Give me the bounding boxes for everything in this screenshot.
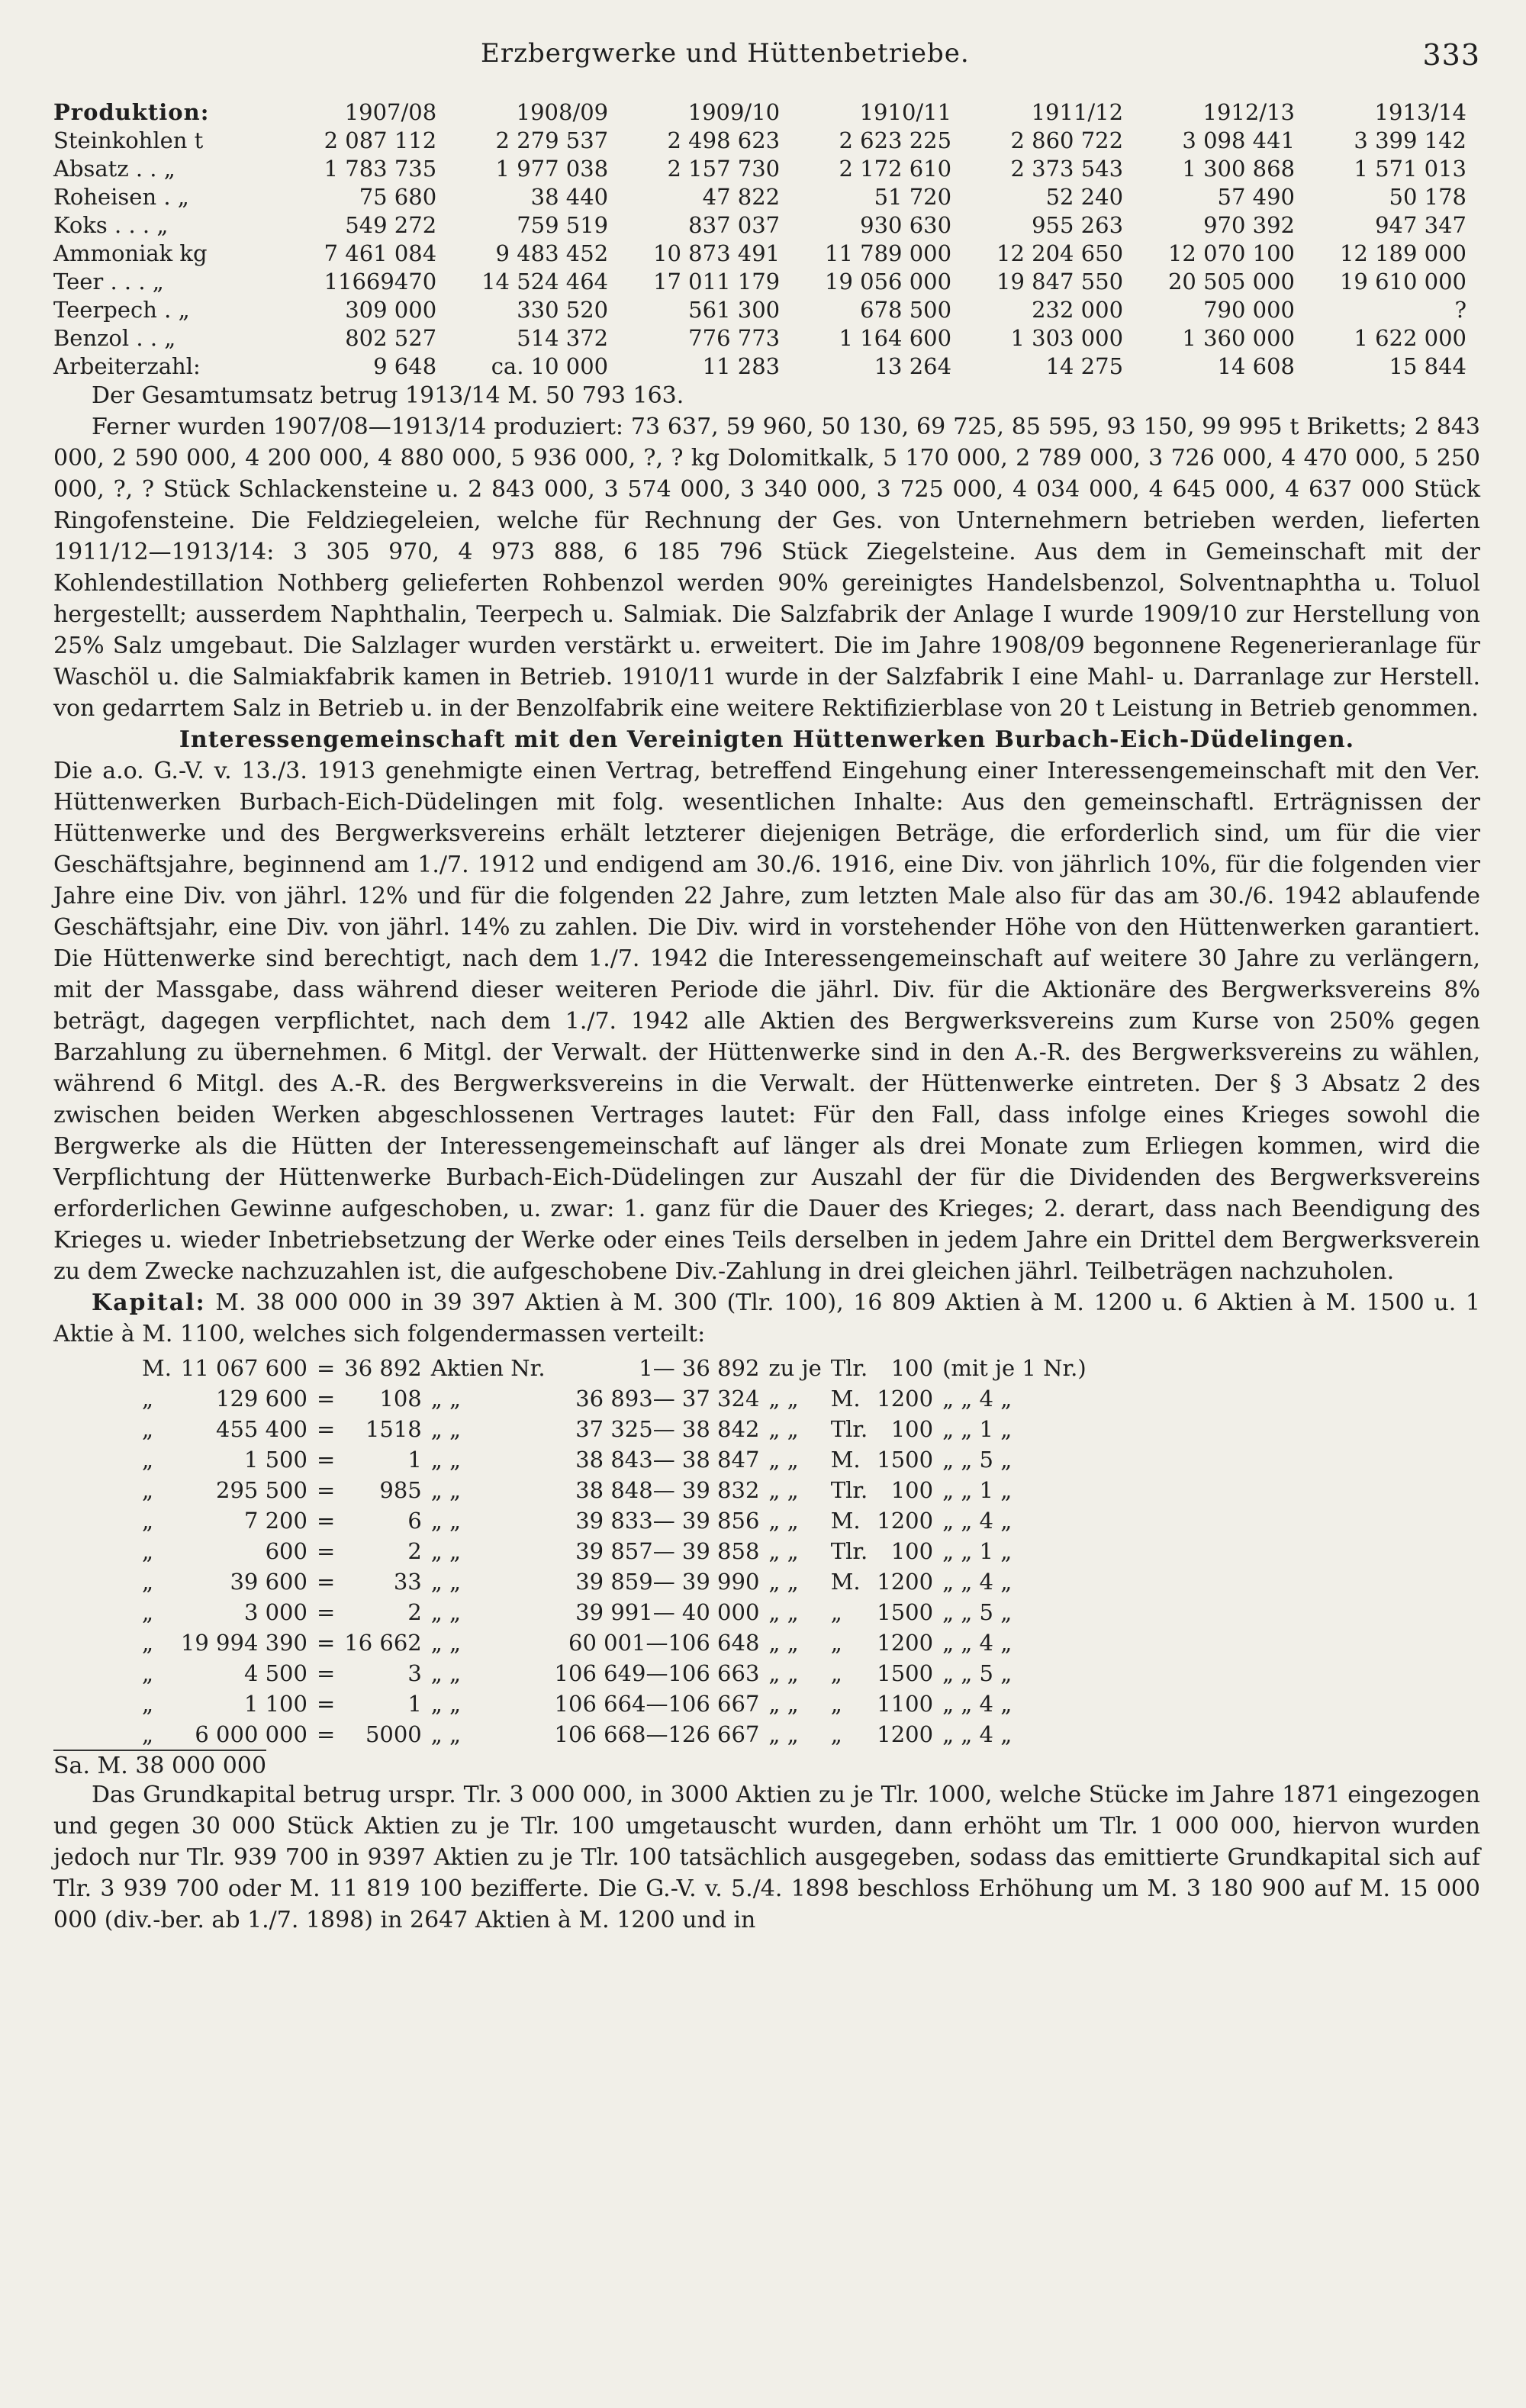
page-title: Erzbergwerke und Hüttenbetriebe. (481, 38, 970, 69)
shares-amount: 19 994 390 (180, 1630, 307, 1656)
production-value: 561 300 (688, 296, 781, 323)
shares-row (137, 1536, 1091, 1566)
shares-row (137, 1597, 1091, 1627)
shares-zu: „ „ (768, 1721, 799, 1747)
shares-cur: Tlr. (830, 1355, 868, 1381)
shares-note: „ „ 1 „ (942, 1538, 1013, 1564)
shares-row (137, 1444, 1091, 1475)
production-value: 802 527 (345, 324, 437, 351)
shares-row (137, 1353, 1091, 1383)
production-value: 19 847 550 (996, 268, 1124, 295)
shares-row (137, 1719, 1091, 1750)
production-row-label: Koks . . . „ (53, 211, 169, 238)
shares-nom: 1100 (877, 1691, 934, 1717)
shares-kind: „ „ (430, 1416, 462, 1442)
production-value: 2 498 623 (667, 127, 781, 153)
shares-eq: = (316, 1386, 336, 1412)
production-value: 15 844 (1389, 353, 1466, 379)
production-row-label: Benzol . . „ (53, 324, 176, 351)
shares-row (137, 1505, 1091, 1536)
shares-amount: 1 500 (243, 1447, 307, 1473)
year-cell: 1913/14 (1374, 98, 1466, 125)
shares-range: 106 649—106 663 (554, 1660, 760, 1686)
production-row (53, 126, 1473, 154)
production-value: 1 783 735 (324, 155, 437, 182)
production-row-label: Steinkohlen t (53, 127, 204, 153)
production-label: Produktion: (53, 98, 210, 125)
capital-label: Kapital: (92, 1289, 206, 1316)
production-value: 9 648 (373, 353, 437, 379)
production-row (53, 352, 1473, 380)
production-value: 52 240 (1045, 183, 1124, 210)
shares-zu: „ „ (768, 1691, 799, 1717)
shares-range: 39 859— 39 990 (575, 1569, 760, 1595)
shares-amount: 7 200 (243, 1508, 307, 1534)
shares-eq: = (316, 1477, 336, 1503)
production-row (53, 211, 1473, 239)
shares-kind: „ „ (430, 1691, 462, 1717)
shares-zu: „ „ (768, 1386, 799, 1412)
shares-c1: „ (142, 1630, 154, 1656)
production-value: 1 300 868 (1182, 155, 1296, 182)
shares-cur: Tlr. (830, 1538, 868, 1564)
shares-amount: 11 067 600 (180, 1355, 307, 1381)
shares-nom: 1200 (877, 1508, 934, 1534)
shares-eq: = (316, 1355, 336, 1381)
body-text-2 (53, 1779, 1480, 1936)
shares-row (137, 1658, 1091, 1688)
production-value: 7 461 084 (324, 240, 437, 266)
shares-eq: = (316, 1691, 336, 1717)
production-value: 14 608 (1217, 353, 1296, 379)
production-value: 309 000 (345, 296, 437, 323)
shares-kind: „ „ (430, 1508, 462, 1534)
shares-cur: M. (830, 1569, 861, 1595)
shares-range: 36 893— 37 324 (575, 1386, 760, 1412)
production-value: 50 178 (1389, 183, 1466, 210)
turnover-line: Der Gesamtumsatz betrug 1913/14 M. 50 793 163. (92, 382, 684, 409)
shares-kind: „ „ (430, 1721, 462, 1747)
production-value: 51 720 (874, 183, 952, 210)
shares-eq: = (316, 1721, 336, 1747)
shares-count: 33 (393, 1569, 422, 1595)
shares-sum-text: Sa. M. 38 000 000 (53, 1750, 266, 1779)
shares-row (137, 1627, 1091, 1658)
page-number: 333 (1422, 38, 1480, 72)
shares-note: „ „ 4 „ (942, 1691, 1013, 1717)
shares-eq: = (316, 1508, 336, 1534)
shares-zu: „ „ (768, 1508, 799, 1534)
shares-nom: 100 (890, 1538, 934, 1564)
production-value: 678 500 (860, 296, 952, 323)
shares-c1: „ (142, 1386, 154, 1412)
shares-c1: „ (142, 1569, 154, 1595)
production-row-label: Roheisen . „ (53, 183, 189, 210)
production-value: 930 630 (860, 211, 952, 238)
shares-kind: „ „ (430, 1447, 462, 1473)
production-value: 20 505 000 (1167, 268, 1296, 295)
shares-c1: „ (142, 1691, 154, 1717)
shares-nom: 100 (890, 1477, 934, 1503)
production-value: 12 189 000 (1339, 240, 1466, 266)
shares-amount: 6 000 000 (195, 1721, 307, 1747)
production-row (53, 324, 1473, 352)
production-value: 1 622 000 (1354, 324, 1466, 351)
production-row (53, 267, 1473, 295)
shares-c1: „ (142, 1416, 154, 1442)
paragraph-grundkapital: Das Grundkapital betrug urspr. Tlr. 3 000 000, in 3000 Aktien zu je Tlr. 1000, welche Stücke im Jahre 1871 eingezogen und gegen 30 000 Stück Aktien zu je Tlr. 100 umgetauscht wurden, dann erhöht um Tlr. 1 000 000, hiervon wurden jedoch nur Tlr. 939 700 in 9397 Aktien zu je Tlr. 100 tatsächlich ausgegeben, sodass das emittierte Grundkapital sich auf Tlr. 3 939 700 oder M. 11 819 100 bezifferte. Die G.-V. v. 5./4. 1898 beschloss Erhöhung um M. 3 180 900 auf M. 15 000 000 (div.-ber. ab 1./7. 1898) in 2647 Aktien à M. 1200 und in (53, 1782, 1480, 1933)
shares-cur: „ (830, 1660, 842, 1686)
shares-count: 6 (407, 1508, 422, 1534)
shares-zu: „ „ (768, 1660, 799, 1686)
production-value: 3 098 441 (1182, 127, 1296, 153)
production-value: 2 172 610 (839, 155, 952, 182)
body-text (53, 380, 1480, 1350)
production-value: 232 000 (1032, 296, 1124, 323)
shares-range: 39 857— 39 858 (575, 1538, 760, 1564)
shares-count: 1 (407, 1691, 422, 1717)
shares-eq: = (316, 1538, 336, 1564)
shares-count: 108 (379, 1386, 422, 1412)
production-value: 1 164 600 (839, 324, 952, 351)
production-value: 514 372 (517, 324, 609, 351)
shares-c1: „ (142, 1477, 154, 1503)
shares-count: 36 892 (344, 1355, 422, 1381)
paragraph-capital (53, 1287, 1480, 1350)
shares-cur: M. (830, 1508, 861, 1534)
production-table (53, 98, 1473, 380)
shares-count: 2 (407, 1538, 422, 1564)
shares-count: 16 662 (344, 1630, 422, 1656)
shares-amount: 3 000 (243, 1599, 307, 1625)
production-value: 38 440 (530, 183, 609, 210)
production-value: 9 483 452 (495, 240, 609, 266)
production-value: 2 860 722 (1010, 127, 1124, 153)
shares-count: 3 (407, 1660, 422, 1686)
shares-cur: „ (830, 1599, 842, 1625)
production-value: 2 087 112 (324, 127, 437, 153)
shares-sum (53, 1753, 1480, 1779)
shares-zu: „ „ (768, 1599, 799, 1625)
shares-count: 1 (407, 1447, 422, 1473)
shares-range: 1— 36 892 (639, 1355, 760, 1381)
production-value: 1 303 000 (1010, 324, 1124, 351)
shares-note: „ „ 5 „ (942, 1660, 1013, 1686)
year-cell: 1908/09 (516, 98, 609, 125)
shares-amount: 4 500 (243, 1660, 307, 1686)
production-value: 1 571 013 (1354, 155, 1466, 182)
shares-zu: „ „ (768, 1569, 799, 1595)
production-row-label: Ammoniak kg (53, 240, 208, 266)
paragraph-interessengemeinschaft: Die a.o. G.-V. v. 13./3. 1913 genehmigte einen Vertrag, betreffend Eingehung einer Interessengemeinschaft mit den Ver. Hüttenwerken Burbach-Eich-Düdelingen mit folg. wesentlichen Inhalte: Aus den gemeinschaftl. Erträgnissen der Hüttenwerke und des Bergwerksvereins erhält letzterer diejenigen Beträge, die erforderlich sind, um für die vier Geschäftsjahre, beginnend am 1./7. 1912 und endigend am 30./6. 1916, eine Div. von jährlich 10%, für die folgenden vier Jahre eine Div. von jährl. 12% und für die folgenden 22 Jahre, zum letzten Male also für das am 30./6. 1942 ablaufende Geschäftsjahr, eine Div. von jährl. 14% zu zahlen. Die Div. wird in vorstehender Höhe von den Hüttenwerken garantiert. Die Hüttenwerke sind berechtigt, nach dem 1./7. 1942 die Interessengemeinschaft auf weitere 30 Jahre zu verlängern, mit der Massgabe, dass während dieser weiteren Periode die jährl. Div. für die Aktionäre des Bergwerksvereins 8% beträgt, dagegen verpflichtet, nach dem 1./7. 1942 alle Aktien des Bergwerksvereins zum Kurse von 250% gegen Barzahlung zu übernehmen. 6 Mitgl. der Verwalt. der Hüttenwerke sind in den A.-R. des Bergwerksvereins zu wählen, während 6 Mitgl. des A.-R. des Bergwerksvereins in die Verwalt. der Hüttenwerke eintreten. Der § 3 Absatz 2 des zwischen beiden Werken abgeschlossenen Vertrages lautet: Für den Fall, dass infolge eines Krieges sowohl die Bergwerke als die Hütten der Interessengemeinschaft auf länger als drei Monate zum Erliegen kommen, wird die Verpflichtung der Hüttenwerke Burbach-Eich-Düdelingen zur Auszahl der für die Dividenden des Bergwerksvereins erforderlichen Gewinne aufgeschoben, u. zwar: 1. ganz für die Dauer des Krieges; 2. derart, dass nach Beendigung des Krieges u. wieder Inbetriebsetzung der Werke oder eines Teils derselben in jedem Jahre ein Drittel dem Bergwerksverein zu dem Zwecke nachzuzahlen ist, die aufgeschobene Div.-Zahlung in drei gleichen jährl. Teilbeträgen nachzuholen. (53, 758, 1480, 1285)
production-value: 12 070 100 (1167, 240, 1296, 266)
shares-cur: M. (830, 1386, 861, 1412)
production-value: 1 977 038 (495, 155, 609, 182)
shares-amount: 600 (265, 1538, 307, 1564)
shares-kind: „ „ (430, 1477, 462, 1503)
production-value: 2 279 537 (495, 127, 609, 153)
shares-nom: 100 (890, 1416, 934, 1442)
shares-range: 106 668—126 667 (554, 1721, 760, 1747)
production-value: 14 275 (1045, 353, 1124, 379)
shares-nom: 1200 (877, 1569, 934, 1595)
paragraph-products: Ferner wurden 1907/08—1913/14 produziert: 73 637, 59 960, 50 130, 69 725, 85 595, 93 150, 99 995 t Briketts; 2 843 000, 2 590 000, 4 200 000, 4 880 000, 5 936 000, ?, ? kg Dolomitkalk, 5 170 000, 2 789 000, 3 726 000, 4 470 000, 5 250 000, ?, ? Stück Schlackensteine u. 2 843 000, 3 574 000, 3 340 000, 3 725 000, 4 034 000, 4 645 000, 4 637 000 Stück Ringofensteine. Die Feldziegeleien, welche für Rechnung der Ges. von Unternehmern betrieben werden, lieferten 1911/12—1913/14: 3 305 970, 4 973 888, 6 185 796 Stück Ziegelsteine. Aus dem in Gemeinschaft mit der Kohlendestillation Nothberg gelieferten Rohbenzol werden 90% gereinigtes Handelsbenzol, Solventnaphtha u. Toluol hergestellt; ausserdem Naphthalin, Teerpech u. Salmiak. Die Salzfabrik der Anlage I wurde 1909/10 zur Herstellung von 25% Salz umgebaut. Die Salzlager wurden verstärkt u. erweitert. Die im Jahre 1908/09 begonnene Regenerieranlage für Waschöl u. die Salmiakfabrik kamen in Betrieb. 1910/11 wurde in der Salzfabrik I eine Mahl- u. Darranlage zur Herstell. von gedarrtem Salz in Betrieb u. in der Benzolfabrik eine weitere Rektifizierblase von 20 t Leistung in Betrieb genommen. (53, 414, 1480, 722)
shares-note: „ „ 5 „ (942, 1447, 1013, 1473)
production-value: 14 524 464 (481, 268, 609, 295)
shares-note: „ „ 4 „ (942, 1630, 1013, 1656)
production-value: 549 272 (345, 211, 437, 238)
shares-cur: Tlr. (830, 1416, 868, 1442)
shares-note: „ „ 1 „ (942, 1416, 1013, 1442)
shares-amount: 295 500 (216, 1477, 307, 1503)
shares-c1: „ (142, 1599, 154, 1625)
shares-range: 60 001—106 648 (568, 1630, 760, 1656)
shares-note: „ „ 1 „ (942, 1477, 1013, 1503)
shares-zu: „ „ (768, 1477, 799, 1503)
shares-note: (mit je 1 Nr.) (942, 1355, 1087, 1381)
shares-kind: „ „ (430, 1660, 462, 1686)
shares-row (137, 1383, 1091, 1414)
shares-kind: „ „ (430, 1386, 462, 1412)
production-value: ca. 10 000 (491, 353, 609, 379)
shares-cur: „ (830, 1630, 842, 1656)
shares-amount: 1 100 (243, 1691, 307, 1717)
production-value: 2 373 543 (1010, 155, 1124, 182)
production-value: 3 399 142 (1354, 127, 1466, 153)
shares-c1: „ (142, 1447, 154, 1473)
shares-nom: 100 (890, 1355, 934, 1381)
shares-cur: Tlr. (830, 1477, 868, 1503)
shares-note: „ „ 4 „ (942, 1386, 1013, 1412)
shares-nom: 1200 (877, 1386, 934, 1412)
shares-eq: = (316, 1569, 336, 1595)
shares-note: „ „ 4 „ (942, 1508, 1013, 1534)
production-header-row (53, 98, 1473, 126)
shares-kind: „ „ (430, 1630, 462, 1656)
shares-row (137, 1566, 1091, 1597)
production-row (53, 154, 1473, 182)
shares-count: 2 (407, 1599, 422, 1625)
section-heading-interessengemeinschaft: Interessengemeinschaft mit den Vereinigten Hüttenwerken Burbach-Eich-Düdelingen. (179, 726, 1355, 753)
shares-note: „ „ 4 „ (942, 1569, 1013, 1595)
shares-nom: 1200 (877, 1630, 934, 1656)
page (53, 23, 1480, 1936)
production-value: 776 773 (688, 324, 781, 351)
production-value: 1 360 000 (1182, 324, 1296, 351)
shares-kind: „ „ (430, 1569, 462, 1595)
production-value: 2 623 225 (839, 127, 952, 153)
shares-amount: 129 600 (216, 1386, 307, 1412)
production-row (53, 182, 1473, 211)
production-value: 330 520 (517, 296, 609, 323)
production-value: 955 263 (1032, 211, 1124, 238)
production-value: ? (1454, 296, 1466, 323)
running-head (53, 23, 1480, 84)
production-value: 12 204 650 (996, 240, 1124, 266)
year-cell: 1911/12 (1031, 98, 1124, 125)
shares-nom: 1200 (877, 1721, 934, 1747)
shares-eq: = (316, 1660, 336, 1686)
production-value: 970 392 (1203, 211, 1296, 238)
production-row-label: Teer . . . „ (53, 268, 164, 295)
production-value: 57 490 (1217, 183, 1296, 210)
shares-range: 106 664—106 667 (554, 1691, 760, 1717)
shares-cur: M. (830, 1447, 861, 1473)
shares-kind: „ „ (430, 1599, 462, 1625)
production-row (53, 239, 1473, 267)
shares-count: 1518 (365, 1416, 422, 1442)
production-value: 10 873 491 (653, 240, 781, 266)
shares-zu: „ „ (768, 1447, 799, 1473)
shares-kind: „ „ (430, 1538, 462, 1564)
shares-row (137, 1414, 1091, 1444)
production-value: 11 283 (702, 353, 781, 379)
shares-row (137, 1475, 1091, 1505)
production-value: 19 610 000 (1339, 268, 1466, 295)
production-value: 17 011 179 (653, 268, 781, 295)
shares-zu: „ „ (768, 1630, 799, 1656)
shares-count: 985 (379, 1477, 422, 1503)
shares-table (137, 1353, 1091, 1750)
production-value: 790 000 (1203, 296, 1296, 323)
shares-zu: zu je (768, 1355, 822, 1381)
shares-range: 38 848— 39 832 (575, 1477, 760, 1503)
year-cell: 1912/13 (1202, 98, 1296, 125)
shares-nom: 1500 (877, 1447, 934, 1473)
year-cell: 1910/11 (859, 98, 952, 125)
production-row-label: Absatz . . „ (53, 155, 175, 182)
shares-eq: = (316, 1416, 336, 1442)
production-value: 75 680 (359, 183, 437, 210)
shares-note: „ „ 5 „ (942, 1599, 1013, 1625)
shares-cur: „ (830, 1721, 842, 1747)
shares-range: 38 843— 38 847 (575, 1447, 760, 1473)
shares-c1: M. (142, 1355, 172, 1381)
production-value: 759 519 (517, 211, 609, 238)
year-cell: 1909/10 (687, 98, 781, 125)
production-value: 947 347 (1375, 211, 1466, 238)
shares-eq: = (316, 1447, 336, 1473)
production-row (53, 295, 1473, 324)
shares-amount: 39 600 (230, 1569, 307, 1595)
shares-count: 5000 (365, 1721, 422, 1747)
shares-cur: „ (830, 1691, 842, 1717)
shares-kind: Aktien Nr. (430, 1355, 546, 1381)
shares-c1: „ (142, 1660, 154, 1686)
shares-c1: „ (142, 1721, 154, 1747)
production-row-label: Teerpech . „ (53, 296, 190, 323)
production-value: 837 037 (688, 211, 781, 238)
shares-zu: „ „ (768, 1416, 799, 1442)
shares-note: „ „ 4 „ (942, 1721, 1013, 1747)
production-value: 13 264 (874, 353, 952, 379)
year-cell: 1907/08 (344, 98, 437, 125)
shares-range: 39 991— 40 000 (575, 1599, 760, 1625)
production-value: 19 056 000 (825, 268, 952, 295)
shares-row (137, 1688, 1091, 1719)
shares-c1: „ (142, 1508, 154, 1534)
shares-eq: = (316, 1599, 336, 1625)
shares-nom: 1500 (877, 1660, 934, 1686)
production-value: 47 822 (702, 183, 781, 210)
capital-text: M. 38 000 000 in 39 397 Aktien à M. 300 (Tlr. 100), 16 809 Aktien à M. 1200 u. 6 Aktien à M. 1500 u. 1 Aktie à M. 1100, welches sich folgendermassen verteilt: (53, 1289, 1480, 1347)
production-value: 11 789 000 (825, 240, 952, 266)
production-row-label: Arbeiterzahl: (53, 353, 201, 379)
shares-zu: „ „ (768, 1538, 799, 1564)
production-value: 11669470 (324, 268, 437, 295)
shares-range: 39 833— 39 856 (575, 1508, 760, 1534)
shares-eq: = (316, 1630, 336, 1656)
production-value: 2 157 730 (667, 155, 781, 182)
shares-amount: 455 400 (216, 1416, 307, 1442)
shares-c1: „ (142, 1538, 154, 1564)
shares-range: 37 325— 38 842 (575, 1416, 760, 1442)
shares-nom: 1500 (877, 1599, 934, 1625)
